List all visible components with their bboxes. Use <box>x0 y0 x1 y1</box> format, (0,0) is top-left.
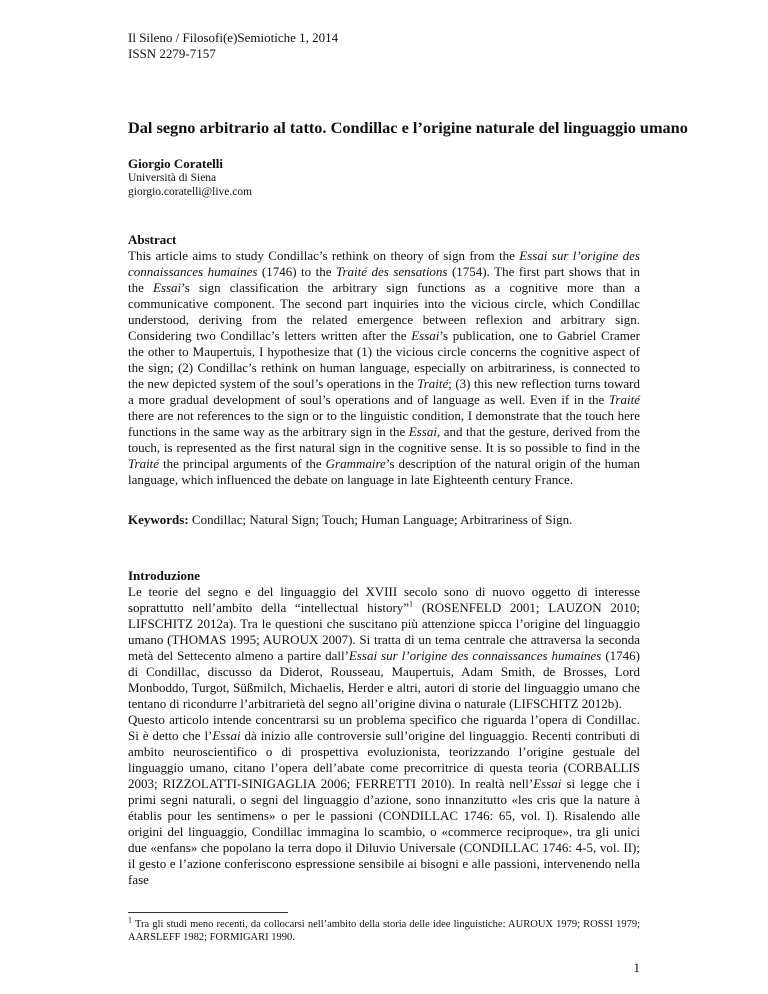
footnote-reference: 1 <box>409 599 414 609</box>
abstract-heading: Abstract <box>128 232 177 247</box>
footnote-separator <box>128 912 288 913</box>
journal-line: Il Sileno / Filosofi(e)Semiotiche 1, 2014 <box>128 30 339 45</box>
page-number: 1 <box>633 960 640 975</box>
author-email: giorgio.coratelli@live.com <box>128 185 253 198</box>
keywords-text: Condillac; Natural Sign; Touch; Human Language; Arbitrariness of Sign. <box>188 512 573 527</box>
issn-line: ISSN 2279-7157 <box>128 46 216 61</box>
footnote-text: Tra gli studi meno recenti, da collocarsi nell’ambito della storia delle idee linguistiche: AUROUX 1979; ROSSI 1979; AARSLEFF 1982; FORMIGARI 1990. <box>128 919 640 943</box>
running-header <box>128 30 338 62</box>
keywords-label: Keywords: <box>128 512 189 527</box>
footnote <box>128 915 640 944</box>
introduction-heading: Introduzione <box>128 568 200 583</box>
intro-paragraph-2: Questo articolo intende concentrarsi su un problema specifico che riguarda l’opera di Condillac. Si è detto che l’Essai dà inizio alle controversie sull’origine del linguaggio. Recenti contributi di ambito neuroscientifico o di prospettiva evoluzionista, teorizzando l’origine gestuale del linguaggio umano, citano l’opera dell’abate come precorritrice di questa teoria (CORBALLIS 2003; RIZZOLATTI-SINIGAGLIA 2006; FERRETTI 2010). In realtà nell’Essai si legge che i primi segni naturali, o segni del linguaggio d’azione, sono innanzitutto «les cris que la nature à établis pour les sentimens» o per le passioni (CONDILLAC 1746: 65, vol. I). Risalendo alle origini del linguaggio, Condillac immagina lo scambio, o «commerce reciproque», tra gli unici due «enfans» che popolano la terra dopo il Diluvio Universale (CONDILLAC 1746: 4-5, vol. II); il gesto e l’azione conferiscono espressione sensibile ai bisogni e alle passioni, intervenendo nella fase <box>128 712 640 887</box>
introduction-body <box>128 584 640 888</box>
author-block <box>128 156 648 199</box>
abstract-body <box>128 248 640 488</box>
footnote-number: 1 <box>128 915 132 925</box>
intro-paragraph-1: Le teorie del segno e del linguaggio del XVIII secolo sono di nuovo oggetto di interesse soprattutto nell’ambito della “intellectual history”$^1$ (ROSENFELD 2001; LAUZON 2010; LIFSCHITZ 2012a). Tra le questioni che suscitano più attenzione spicca l’origine del linguaggio umano (THOMAS 1995; AUROUX 2007). Si tratta di un tema centrale che attraversa la seconda metà del Settecento almeno a partire dall’Essai sur l’origine des connaissances humaines (1746) di Condillac, discusso da Diderot, Rousseau, Maupertuis, Adam Smith, de Brosses, Lord Monboddo, Turgot, Süßmilch, Michaelis, Herder e altri, autori di storie del linguaggio umano che tentano di ricondurre l’arbitrarietà del segno all’origine divina o naturale (LIFSCHITZ 2012b). <box>128 584 640 711</box>
article-title: Dal segno arbitrario al tatto. Condillac e l’origine naturale del linguaggio umano <box>128 118 688 137</box>
keywords-line <box>128 512 640 528</box>
author-affiliation: Università di Siena <box>128 172 217 184</box>
author-name: Giorgio Coratelli <box>128 156 223 171</box>
abstract-paragraph: This article aims to study Condillac’s rethink on theory of sign from the Essai sur l’origine des connaissances humaines (1746) to the Traité des sensations (1754). The first part shows that in the Essai’s sign classification the arbitrary sign functions as a cognitive more than a communicative component. The second part inquiries into the vicious circle, which Condillac understood, deriving from the related emergence between reflexion and arbitrary sign. Considering two Condillac’s letters written after the Essai’s publication, one to Gabriel Cramer the other to Maupertuis, I hypothesize that (1) the vicious circle concerns the cognitive aspect of the sign; (2) Condillac’s rethink on human language, especially on arbitrariness, is connected to the new depicted system of the soul’s operations in the Traité; (3) this new reflection turns toward a more gradual development of soul’s operations and of language as well. Even if in the Traité there are not references to the sign or to the linguistic condition, I demonstrate that the touch here functions in the same way as the arbitrary sign in the Essai, and that the gesture, derived from the touch, is represented as the first natural sign in the cognitive sense. It is so possible to find in the Traité the principal arguments of the Grammaire’s description of the natural origin of the human language, which influenced the debate on language in late Eighteenth century France. <box>128 248 640 487</box>
